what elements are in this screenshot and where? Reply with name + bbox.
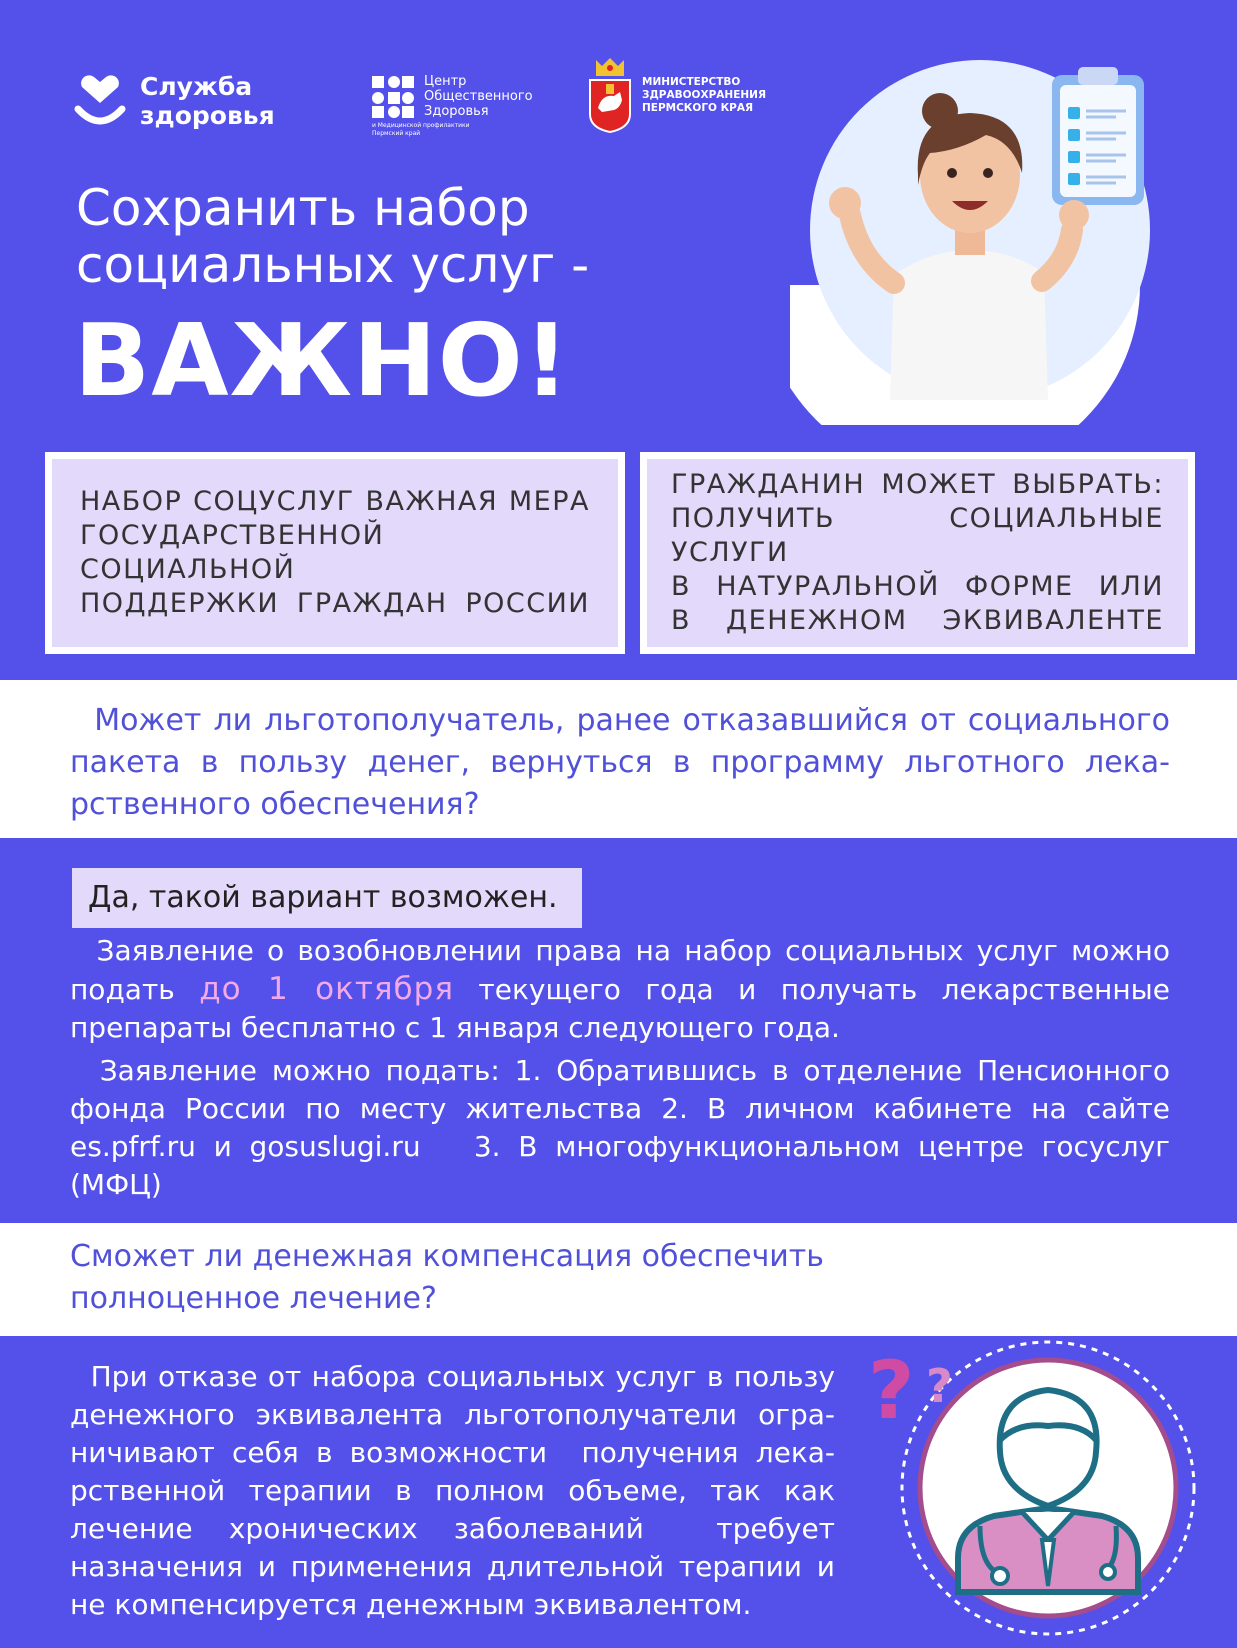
doctor-icon xyxy=(868,1340,1198,1640)
info-box-right xyxy=(640,452,1195,654)
answer-2-paragraph xyxy=(70,1358,835,1624)
logo2-line2: Общественного xyxy=(424,89,533,104)
answer-2-line1: При отказе от набора социальных услуг в пользу xyxy=(70,1360,835,1393)
box-right-line2: ПОЛУЧИТЬ СОЦИАЛЬНЫЕ УСЛУГИ xyxy=(671,503,1164,568)
woman-checklist-illustration xyxy=(790,55,1170,425)
answer-2-line3: ничивают себя в возможности получения лека- xyxy=(70,1436,835,1469)
answer-1-p1-line2 xyxy=(70,970,1170,1009)
page-title xyxy=(76,180,589,294)
logo1-line2: здоровья xyxy=(140,101,275,130)
question-1-line3: рственного обеспечения? xyxy=(70,787,480,822)
logo2-sub1: и Медицинской профилактики xyxy=(372,122,470,129)
answer-2-line6: назначения и применения длительной терапии и xyxy=(70,1550,835,1583)
logo3-line3: ПЕРМСКОГО КРАЯ xyxy=(642,101,754,114)
box-right-line4: В ДЕНЕЖНОМ ЭКВИВАЛЕНТЕ xyxy=(671,605,1164,636)
title-important: ВАЖНО! xyxy=(74,302,571,419)
question-mark-icon: ? xyxy=(868,1344,915,1437)
answer-2-line5: лечение хронических заболеваний требует xyxy=(70,1512,835,1545)
logo-sluzhba-zdorovya xyxy=(74,72,275,130)
logo2-line3: Здоровья xyxy=(424,104,489,119)
answer-2-line4: рственной терапии в полном объеме, так как xyxy=(70,1474,835,1507)
question-1-line1: Может ли льготополучатель, ранее отказавшийся от социального xyxy=(70,703,1170,738)
question-2-line2: полноценное лечение? xyxy=(70,1281,437,1316)
box-right-line3: В НАТУРАЛЬНОЙ ФОРМЕ ИЛИ xyxy=(671,571,1164,602)
coat-of-arms-icon xyxy=(588,56,632,134)
question-1-line2: пакета в пользу денег, вернуться в программу льготного лека- xyxy=(70,745,1170,780)
answer-1-p1-line1: Заявление о возобновлении права на набор социальных услуг можно xyxy=(70,934,1170,967)
question-1 xyxy=(70,700,1170,826)
answer-1-paragraph-1 xyxy=(70,932,1170,1047)
answer-1-p1-line2-a: подать xyxy=(70,973,200,1006)
logo1-line1: Служба xyxy=(140,72,253,101)
answer-2-line7: не компенсируется денежным эквивалентом. xyxy=(70,1588,752,1621)
question-2-line1: Сможет ли денежная компенсация обеспечить xyxy=(70,1239,824,1274)
title-line2: социальных услуг - xyxy=(76,236,590,294)
answer-1-p2-line4: (МФЦ) xyxy=(70,1168,162,1201)
box-left-line1: НАБОР СОЦУСЛУГ ВАЖНАЯ МЕРА xyxy=(80,486,590,517)
question-2 xyxy=(70,1236,824,1320)
deadline-highlight: до 1 октября xyxy=(199,971,454,1007)
answer-yes-badge: Да, такой вариант возможен. xyxy=(72,868,582,928)
answer-1-p1-line2-b: текущего года и получать лекарственные xyxy=(453,973,1170,1006)
logo3-line2: ЗДРАВООХРАНЕНИЯ xyxy=(642,88,767,101)
logo-ministry xyxy=(588,56,766,134)
answer-1-p2-line3: es.pfrf.ru и gosuslugi.ru 3. В многофункциональном центре госуслуг xyxy=(70,1130,1170,1163)
logo3-line1: МИНИСТЕРСТВО xyxy=(642,75,741,88)
answer-1-p2-line2: фонда России по месту жительства 2. В личном кабинете на сайте xyxy=(70,1092,1170,1125)
box-left-line2: ГОСУДАРСТВЕННОЙ СОЦИАЛЬНОЙ xyxy=(80,520,385,585)
info-box-left xyxy=(45,452,625,654)
title-line1: Сохранить набор xyxy=(76,179,530,237)
logo2-sub2: Пермский край xyxy=(372,130,421,137)
heart-smile-icon xyxy=(74,73,126,129)
box-right-line1: ГРАЖДАНИН МОЖЕТ ВЫБРАТЬ: xyxy=(671,469,1164,500)
question-mark-small-icon: ? xyxy=(926,1359,953,1413)
box-left-line3: ПОДДЕРЖКИ ГРАЖДАН РОССИИ xyxy=(80,588,590,619)
grid-logo-icon xyxy=(372,76,416,120)
answer-1-paragraph-2 xyxy=(70,1052,1170,1204)
answer-1-p1-line3: препараты бесплатно с 1 января следующего года. xyxy=(70,1011,840,1044)
answer-2-line2: денежного эквивалента льготополучатели огра- xyxy=(70,1398,835,1431)
logo2-line1: Центр xyxy=(424,74,467,89)
answer-1-p2-line1: Заявление можно подать: 1. Обратившись в отделение Пенсионного xyxy=(70,1054,1170,1087)
